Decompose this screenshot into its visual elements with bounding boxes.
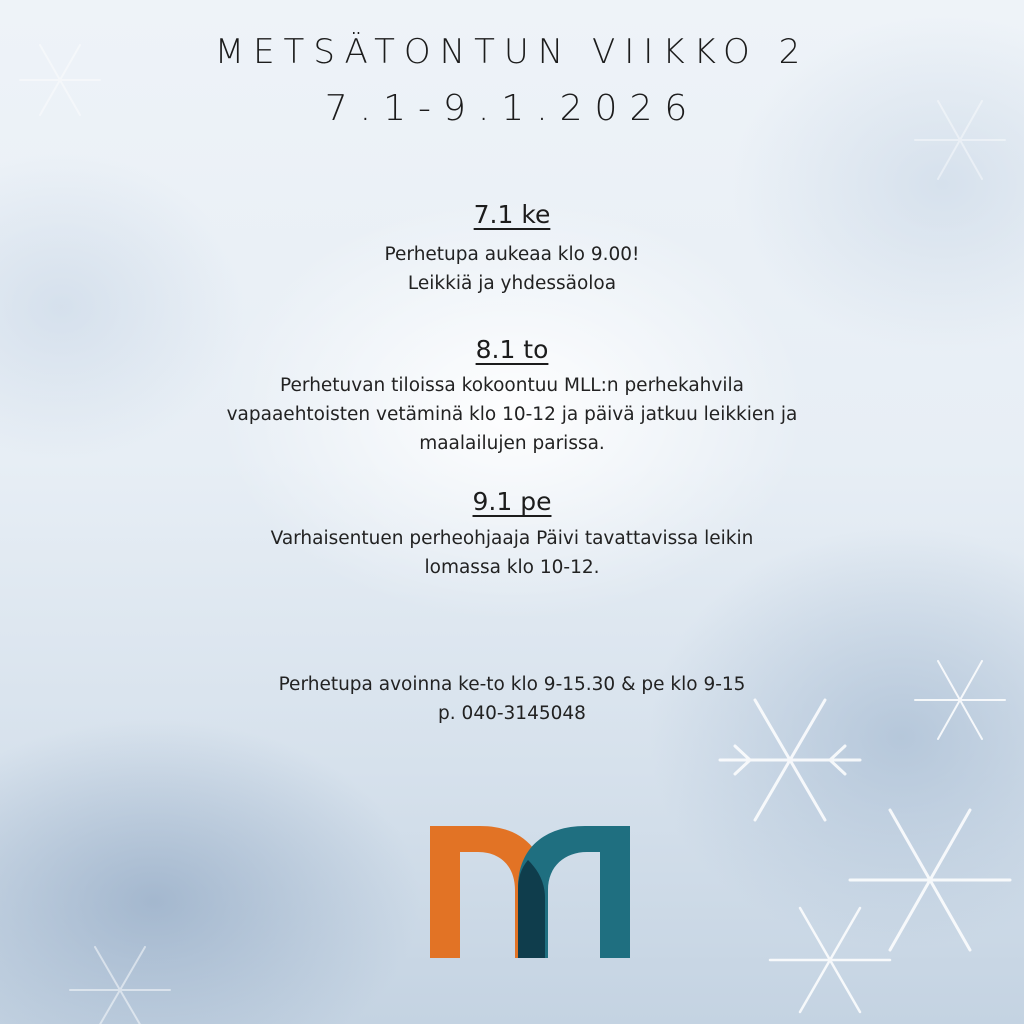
day-text-friday: [112, 524, 912, 582]
phone-number: p. 040-3145048: [438, 703, 586, 724]
day-line: vapaaehtoisten vetäminä klo 10-12 ja päivä jatkuu leikkien ja: [226, 404, 798, 425]
day-line: maalailujen parissa.: [419, 433, 605, 454]
opening-hours-text: Perhetupa avoinna ke-to klo 9-15.30 & pe klo 9-15: [278, 674, 746, 695]
day-heading-wednesday: 7.1 ke: [473, 200, 551, 229]
opening-hours: [112, 670, 912, 728]
day-line: Varhaisentuen perheohjaaja Päivi tavattavissa leikin: [270, 528, 754, 549]
day-line: lomassa klo 10-12.: [424, 557, 600, 578]
day-text-wednesday: [112, 240, 912, 298]
day-heading-thursday: 8.1 to: [475, 335, 549, 364]
day-text-thursday: [112, 371, 912, 458]
m-logo-icon: [420, 818, 640, 958]
date-range: 7.1-9.1.2026: [324, 88, 700, 129]
page-title: METSÄTONTUN VIIKKO 2: [214, 32, 810, 72]
day-line: Perhetupa aukeaa klo 9.00!: [384, 244, 640, 265]
day-heading-friday: 9.1 pe: [472, 487, 552, 516]
day-line: Perhetuvan tiloissa kokoontuu MLL:n perhekahvila: [280, 375, 744, 396]
day-line: Leikkiä ja yhdessäoloa: [407, 273, 617, 294]
